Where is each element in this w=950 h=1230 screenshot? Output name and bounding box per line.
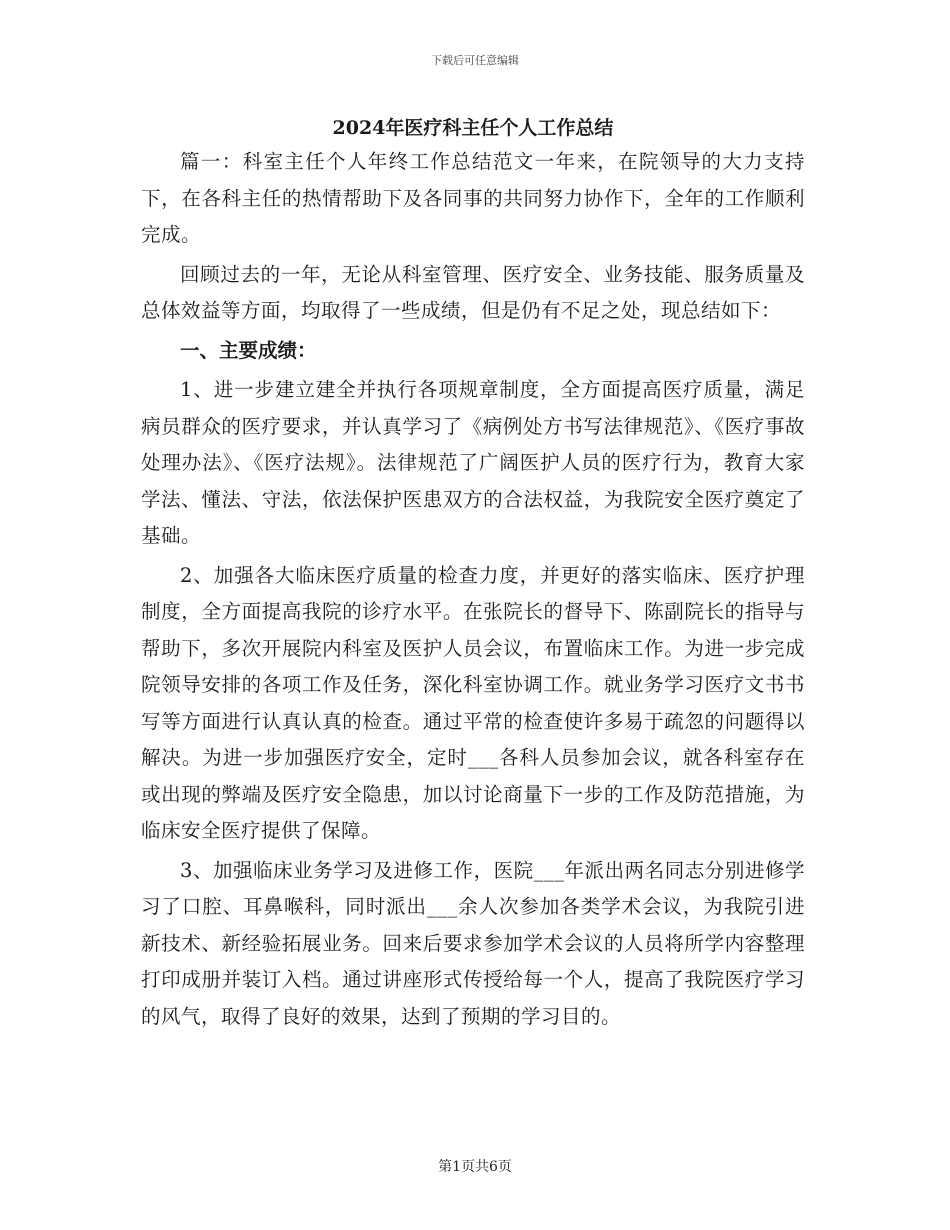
document-title: 2024年医疗科主任个人工作总结 [332, 117, 614, 139]
section-heading: 一、主要成绩： [180, 338, 317, 362]
page-number-footer: 第1页共6页 [438, 1159, 512, 1175]
achievement-item-2: 2、加强各大临床医疗质量的检查力度，并更好的落实临床、医疗护理制度，全方面提高我院的诊疗水平。在张院长的督导下、陈副院长的指导与帮助下，多次开展院内科室及医护人员会议，布置临床工作。为进一步完成院领导安排的各项工作及任务，深化科室协调工作。就业务学习医疗文书书写等方面进行认真认真的检查。通过平常的检查使许多易于疏忽的问题得以解决。为进一步加强医疗安全，定时___各科人员参加会议，就各科室存在或出现的弊端及医疗安全隐患，加以讨论商量下一步的工作及防范措施，为临床安全医疗提供了保障。 [141, 563, 805, 842]
review-paragraph: 回顾过去的一年，无论从科室管理、医疗安全、业务技能、服务质量及总体效益等方面，均取得了一些成绩，但是仍有不足之处，现总结如下： [141, 262, 805, 322]
intro-paragraph: 篇一：科室主任个人年终工作总结范文一年来，在院领导的大力支持下，在各科主任的热情帮助下及各同事的共同努力协作下，全年的工作顺利完成。 [141, 150, 805, 246]
achievement-item-3: 3、加强临床业务学习及进修工作，医院___年派出两名同志分别进修学习了口腔、耳鼻喉科，同时派出___余人次参加各类学术会议，为我院引进新技术、新经验拓展业务。回来后要求参加学术会议的人员将所学内容整理打印成册并装订入档。通过讲座形式传授给每一个人，提高了我院医疗学习的风气，取得了良好的效果，达到了预期的学习目的。 [141, 858, 805, 1028]
page-header-note: 下载后可任意编辑 [431, 54, 519, 67]
document-body [141, 112, 805, 1038]
achievement-item-1: 1、进一步建立建全并执行各项规章制度，全方面提高医疗质量，满足病员群众的医疗要求，并认真学习了《病例处方书写法律规范》、《医疗事故处理办法》、《医疗法规》。法律规范了广阔医护人员的医疗行为，教育大家学法、懂法、守法，依法保护医患双方的合法权益，为我院安全医疗奠定了基础。 [141, 378, 805, 547]
